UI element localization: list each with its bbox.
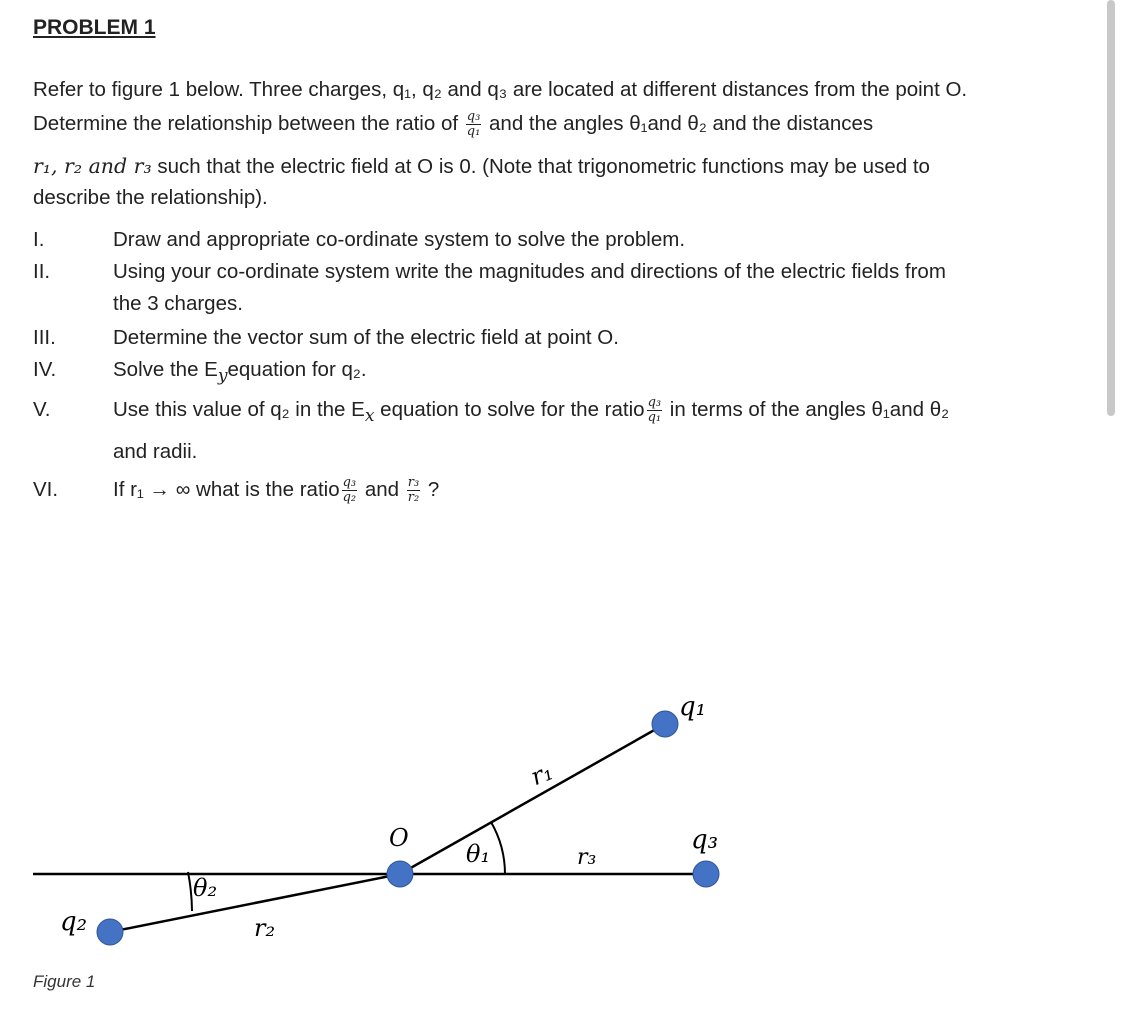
r1-line [400,724,665,874]
ratio-q3-q2-fraction [342,476,358,505]
theta2-arc [188,872,192,911]
item-text: Draw and appropriate co-ordinate system to solve the problem. [113,228,686,251]
fraction-denominator: r₂ [407,490,420,506]
item-number: I. [33,228,45,251]
label-q1: q₁ [679,692,707,722]
scrollbar-thumb[interactable] [1107,0,1115,416]
intro-line-1: Refer to figure 1 below. Three charges, q₁, q₂ and q₃ are located at different distances from the point O. [33,78,968,101]
subscript: x [364,406,375,427]
figure-caption: Figure 1 [33,972,96,991]
item-text-b: and [359,478,405,501]
subscript: y [217,366,228,387]
theta1-arc [491,822,505,874]
item-text-a: Use this value of q₂ in the E [113,398,365,421]
item-number: II. [33,260,51,283]
intro-line-3-math: r₁, r₂ and r₃ [33,154,152,178]
item-number: III. [33,326,56,349]
fraction-numerator: q₃ [342,475,357,491]
intro-line-4: describe the relationship). [33,186,268,209]
fraction-denominator: q₁ [647,410,662,426]
item-text-c: in terms of the angles θ₁and θ₂ [664,398,950,421]
label-theta1: θ₁ [466,840,491,868]
item-number: V. [33,398,51,421]
label-q2: q₂ [60,907,88,937]
item-text [113,354,1053,392]
intro-line-3-rest: such that the electric field at O is 0. (Note that trigonometric functions may be used to [157,155,930,178]
intro-line-3 [33,150,930,183]
ratio-q3-q1-fraction [466,110,482,139]
fraction-numerator: q₃ [647,395,662,411]
intro-line-2 [33,108,873,140]
item-text-continued: the 3 charges. [113,292,243,315]
label-r3: r₃ [577,845,597,870]
ratio-q3-q1-fraction [647,396,663,425]
item-number: IV. [33,358,57,381]
item-text: Using your co-ordinate system write the magnitudes and directions of the electric fields from [113,260,946,283]
fraction-denominator: q₁ [466,124,481,140]
label-q3: q₃ [691,825,719,855]
charge-q3 [693,861,719,887]
item-text-a: If r₁ → ∞ what is the ratio [113,478,340,501]
problem-title: PROBLEM 1 [33,16,156,39]
point-O [387,861,413,887]
item-text [113,394,1053,432]
label-r1: r₁ [526,757,557,792]
ratio-r3-r2-fraction [407,476,420,505]
charge-q1 [652,711,678,737]
label-theta2: θ₂ [193,874,218,902]
intro-line-2-b: and the angles θ₁and θ₂ and the distances [489,112,874,135]
charge-q2 [97,919,123,945]
item-text-continued: and radii. [113,440,198,463]
intro-line-2-a: Determine the relationship between the ratio of [33,112,459,135]
figure-1-diagram [0,640,1125,970]
item-text-a: Solve the E [113,358,218,381]
fraction-denominator: q₂ [342,490,357,506]
item-text [113,474,1053,506]
item-text-b: equation to solve for the ratio [374,398,645,421]
item-number: VI. [33,478,59,501]
fraction-numerator: r₃ [407,475,420,491]
fraction-numerator: q₃ [466,109,481,125]
item-text-b: equation for q₂. [227,358,367,381]
label-O: O [389,824,409,852]
item-text-c: ? [422,478,440,501]
item-text: Determine the vector sum of the electric field at point O. [113,326,619,349]
label-r2: r₂ [254,914,276,942]
